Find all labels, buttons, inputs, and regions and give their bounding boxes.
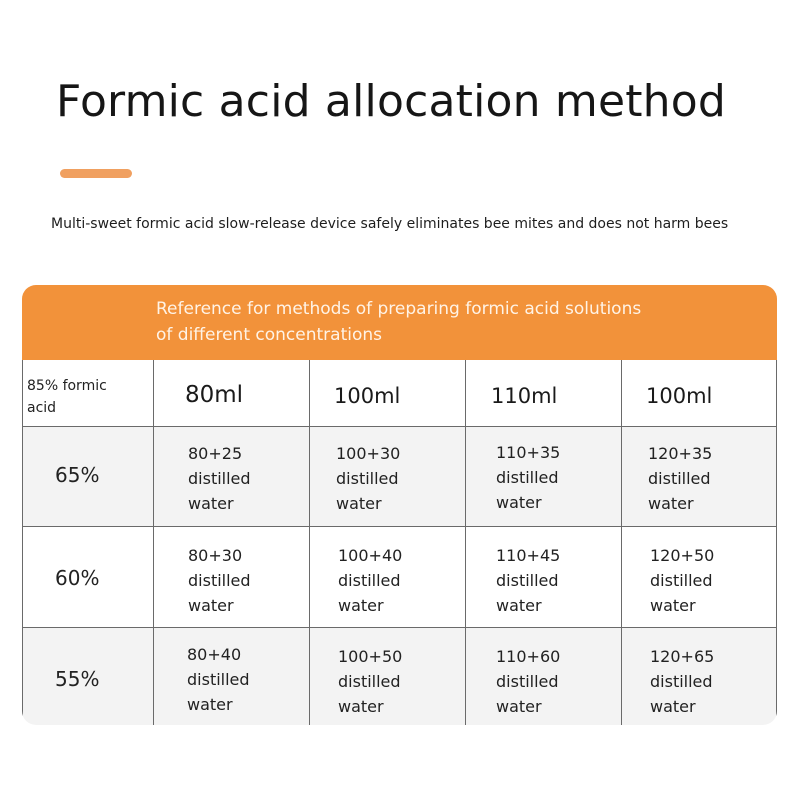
mix-word: water bbox=[188, 494, 234, 513]
accent-bar bbox=[60, 169, 132, 178]
volume-cell bbox=[309, 360, 465, 426]
grid-line bbox=[22, 360, 23, 725]
volume-cell bbox=[621, 360, 777, 426]
mix-amount: 100+50 bbox=[338, 647, 403, 666]
mix-cell bbox=[153, 627, 309, 725]
mix-text bbox=[648, 441, 712, 516]
mix-word: water bbox=[496, 697, 542, 716]
table-row bbox=[22, 627, 777, 725]
mix-cell bbox=[621, 426, 777, 526]
grid-line bbox=[22, 426, 777, 427]
mix-amount: 80+25 bbox=[188, 444, 243, 463]
mix-word: distilled bbox=[338, 672, 401, 691]
mix-text bbox=[338, 644, 402, 719]
corner-label-line: 85% formic bbox=[27, 378, 107, 394]
mix-word: distilled bbox=[650, 672, 713, 691]
concentration-cell bbox=[22, 627, 153, 725]
volume-cell bbox=[153, 360, 309, 426]
mix-word: distilled bbox=[496, 468, 559, 487]
mix-text bbox=[336, 441, 400, 516]
mix-amount: 80+30 bbox=[188, 546, 243, 565]
mix-text bbox=[496, 543, 560, 618]
mix-amount: 110+45 bbox=[496, 546, 561, 565]
mix-text bbox=[188, 543, 251, 618]
concentration-label: 55% bbox=[55, 667, 100, 691]
mix-cell bbox=[153, 526, 309, 627]
mix-cell bbox=[309, 526, 465, 627]
mix-amount: 100+30 bbox=[336, 444, 401, 463]
volume-label: 80ml bbox=[185, 382, 244, 408]
concentration-cell bbox=[22, 526, 153, 627]
table-header-line: of different concentrations bbox=[156, 325, 382, 345]
mix-word: water bbox=[496, 493, 542, 512]
table-row bbox=[22, 426, 777, 526]
mix-word: distilled bbox=[188, 469, 251, 488]
mix-cell bbox=[465, 426, 621, 526]
table-row bbox=[22, 526, 777, 627]
grid-line bbox=[621, 360, 622, 725]
grid-line bbox=[22, 627, 777, 628]
mix-text bbox=[187, 642, 250, 717]
mix-word: water bbox=[336, 494, 382, 513]
mix-text bbox=[496, 644, 560, 719]
mix-word: distilled bbox=[188, 571, 251, 590]
mix-text bbox=[338, 543, 402, 618]
table-grid bbox=[22, 360, 777, 725]
mix-amount: 120+35 bbox=[648, 444, 713, 463]
grid-line bbox=[153, 360, 154, 725]
mix-amount: 110+35 bbox=[496, 443, 561, 462]
mix-amount: 120+50 bbox=[650, 546, 715, 565]
mix-cell bbox=[465, 627, 621, 725]
mix-word: water bbox=[188, 596, 234, 615]
mix-text bbox=[188, 441, 251, 516]
volume-cell bbox=[465, 360, 621, 426]
mix-word: distilled bbox=[648, 469, 711, 488]
concentration-label: 65% bbox=[55, 463, 100, 487]
mix-text bbox=[496, 440, 560, 515]
grid-line bbox=[22, 526, 777, 527]
mix-word: water bbox=[187, 695, 233, 714]
mix-word: distilled bbox=[650, 571, 713, 590]
mix-word: water bbox=[496, 596, 542, 615]
mix-word: water bbox=[338, 697, 384, 716]
volume-label: 100ml bbox=[334, 384, 401, 408]
grid-line bbox=[309, 360, 310, 725]
mix-amount: 80+40 bbox=[187, 645, 242, 664]
mix-word: distilled bbox=[336, 469, 399, 488]
mix-cell bbox=[621, 627, 777, 725]
mix-amount: 110+60 bbox=[496, 647, 561, 666]
mix-text bbox=[650, 543, 714, 618]
grid-line bbox=[776, 360, 777, 725]
concentration-label: 60% bbox=[55, 566, 100, 590]
page-title: Formic acid allocation method bbox=[56, 76, 727, 127]
table-header-row bbox=[22, 360, 777, 426]
table-header bbox=[22, 285, 777, 360]
volume-label: 100ml bbox=[646, 384, 713, 408]
mix-word: water bbox=[650, 596, 696, 615]
mix-word: distilled bbox=[187, 670, 250, 689]
page-subtitle: Multi-sweet formic acid slow-release device safely eliminates bee mites and does not harm bees bbox=[51, 216, 729, 232]
mix-word: distilled bbox=[338, 571, 401, 590]
mix-cell bbox=[309, 627, 465, 725]
mix-cell bbox=[465, 526, 621, 627]
mix-amount: 100+40 bbox=[338, 546, 403, 565]
mix-word: water bbox=[648, 494, 694, 513]
corner-cell bbox=[22, 360, 153, 426]
corner-label bbox=[27, 375, 107, 419]
mix-text bbox=[650, 644, 714, 719]
volume-label: 110ml bbox=[491, 384, 558, 408]
grid-line bbox=[465, 360, 466, 725]
mix-cell bbox=[621, 526, 777, 627]
mix-cell bbox=[309, 426, 465, 526]
concentration-cell bbox=[22, 426, 153, 526]
formic-acid-table bbox=[22, 285, 777, 725]
mix-word: water bbox=[650, 697, 696, 716]
table-header-text bbox=[156, 296, 716, 348]
corner-label-line: acid bbox=[27, 400, 57, 416]
mix-amount: 120+65 bbox=[650, 647, 715, 666]
table-header-line: Reference for methods of preparing formic acid solutions bbox=[156, 299, 642, 319]
mix-word: distilled bbox=[496, 672, 559, 691]
mix-word: distilled bbox=[496, 571, 559, 590]
mix-word: water bbox=[338, 596, 384, 615]
mix-cell bbox=[153, 426, 309, 526]
